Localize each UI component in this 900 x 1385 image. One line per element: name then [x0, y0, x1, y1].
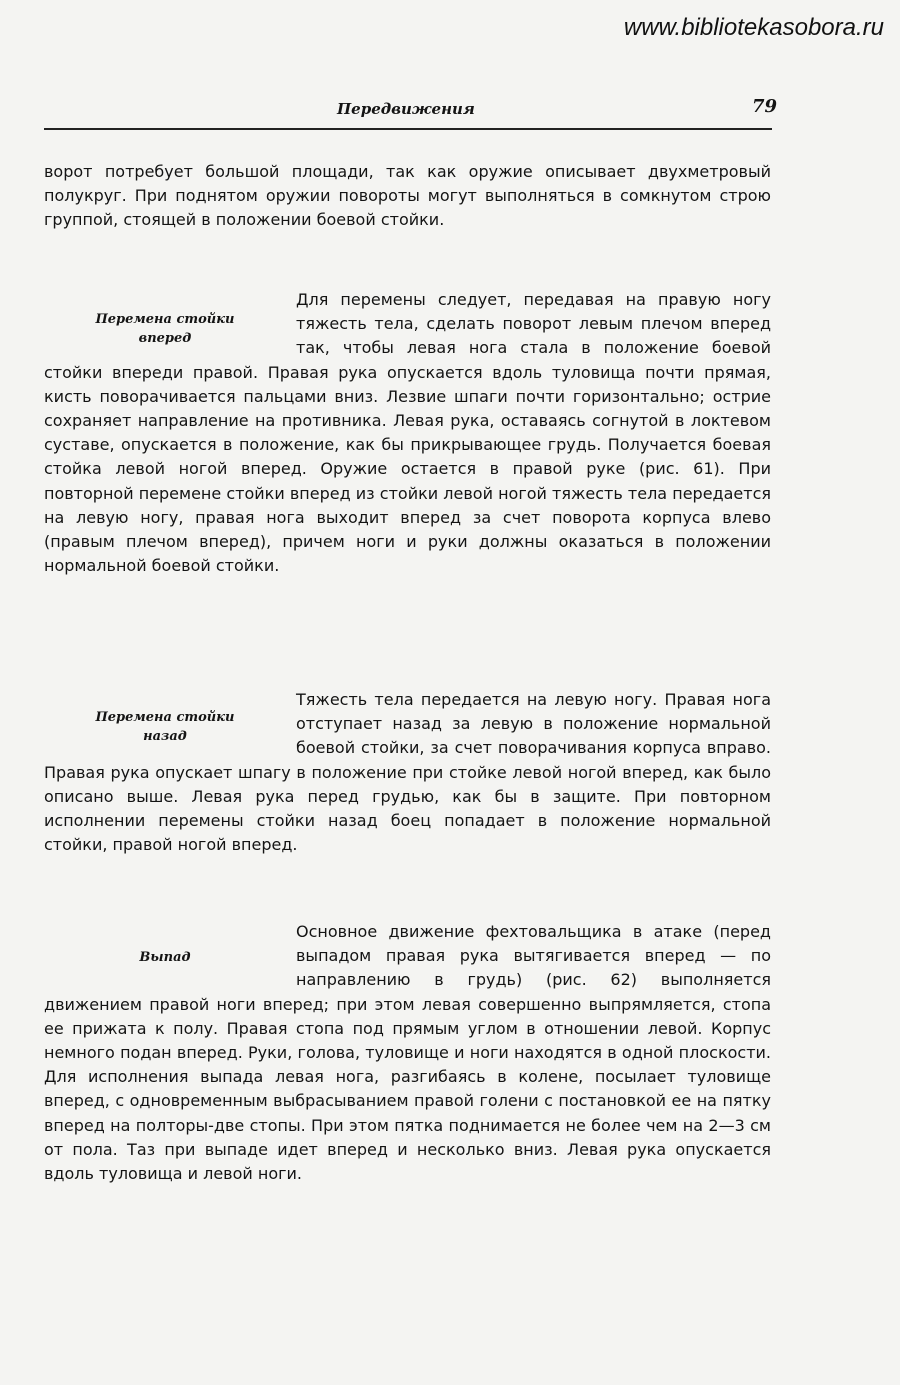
side-heading-line: вперед	[138, 331, 192, 346]
site-watermark: www.bibliotekasobora.ru	[623, 14, 884, 41]
paragraph-back: Тяжесть тела передается на левую ногу. Правая нога отступает назад за левую в положение нормальной боевой стойки, за счет поворачивания корпуса вправо. Правая рука опускает шпагу в положение при стойке левой ногой вперед, как было описано выше. Левая рука перед грудью, как бы в защите. При повторном исполнении перемены стойки назад боец попадает в положение нормальной стойки, правой ногой вперед.	[44, 690, 771, 855]
side-heading-line: Перемена стойки	[95, 312, 235, 327]
page-number: 79	[752, 96, 778, 117]
paragraph-intro: ворот потребует большой площади, так как оружие описывает двухметровый полукруг. При поднятом оружии повороты могут выполняться в сомкнутом строю группой, стоящей в положении боевой стойки.	[44, 162, 771, 230]
running-title: Передвижения	[337, 100, 475, 118]
side-heading-line: Выпад	[139, 950, 191, 965]
paragraph-forward: Для перемены следует, передавая на правую ногу тяжесть тела, сделать поворот левым плечом вперед так, чтобы левая нога стала в положение боевой стойки впереди правой. Правая рука опускается вдоль туловища почти прямая, кисть поворачивается пальцами вниз. Лезвие шпаги почти горизонтально; острие сохраняет направление на противника. Левая рука, оставаясь согнутой в локтевом суставе, опускается в положение, как бы прикрывающее грудь. Получается боевая стойка левой ногой вперед. Оружие остается в правой руке (рис. 61). При повторной перемене стойки вперед из стойки левой ногой тяжесть тела передается на левую ногу, правая нога выходит вперед за счет поворота корпуса влево (правым плечом вперед), причем ноги и руки должны оказаться в положении нормальной боевой стойки.	[44, 290, 771, 576]
side-heading-line: назад	[143, 729, 187, 744]
side-heading-line: Перемена стойки	[95, 710, 235, 725]
section-back	[44, 688, 771, 857]
running-header	[44, 100, 772, 130]
section-forward	[44, 288, 771, 578]
section-lunge	[44, 920, 771, 1186]
paragraph-lunge: Основное движение фехтовальщика в атаке (перед выпадом правая рука вытягивается вперед — по направлению в грудь) (рис. 62) выполняется движением правой ноги вперед; при этом левая совершенно выпрямляется, стопа ее прижата к полу. Правая стопа под прямым углом в отношении левой. Корпус немного подан вперед. Руки, голова, туловище и ноги находятся в одной плоскости. Для исполнения выпада левая нога, разгибаясь в колене, посылает туловище вперед, с одновременным выбрасыванием правой голени с постановкой ее на пятку вперед на полторы-две стопы. При этом пятка поднимается не более чем на 2—3 см от пола. Таз при выпаде идет вперед и несколько вниз. Левая рука опускается вдоль туловища и левой ноги.	[44, 922, 771, 1184]
